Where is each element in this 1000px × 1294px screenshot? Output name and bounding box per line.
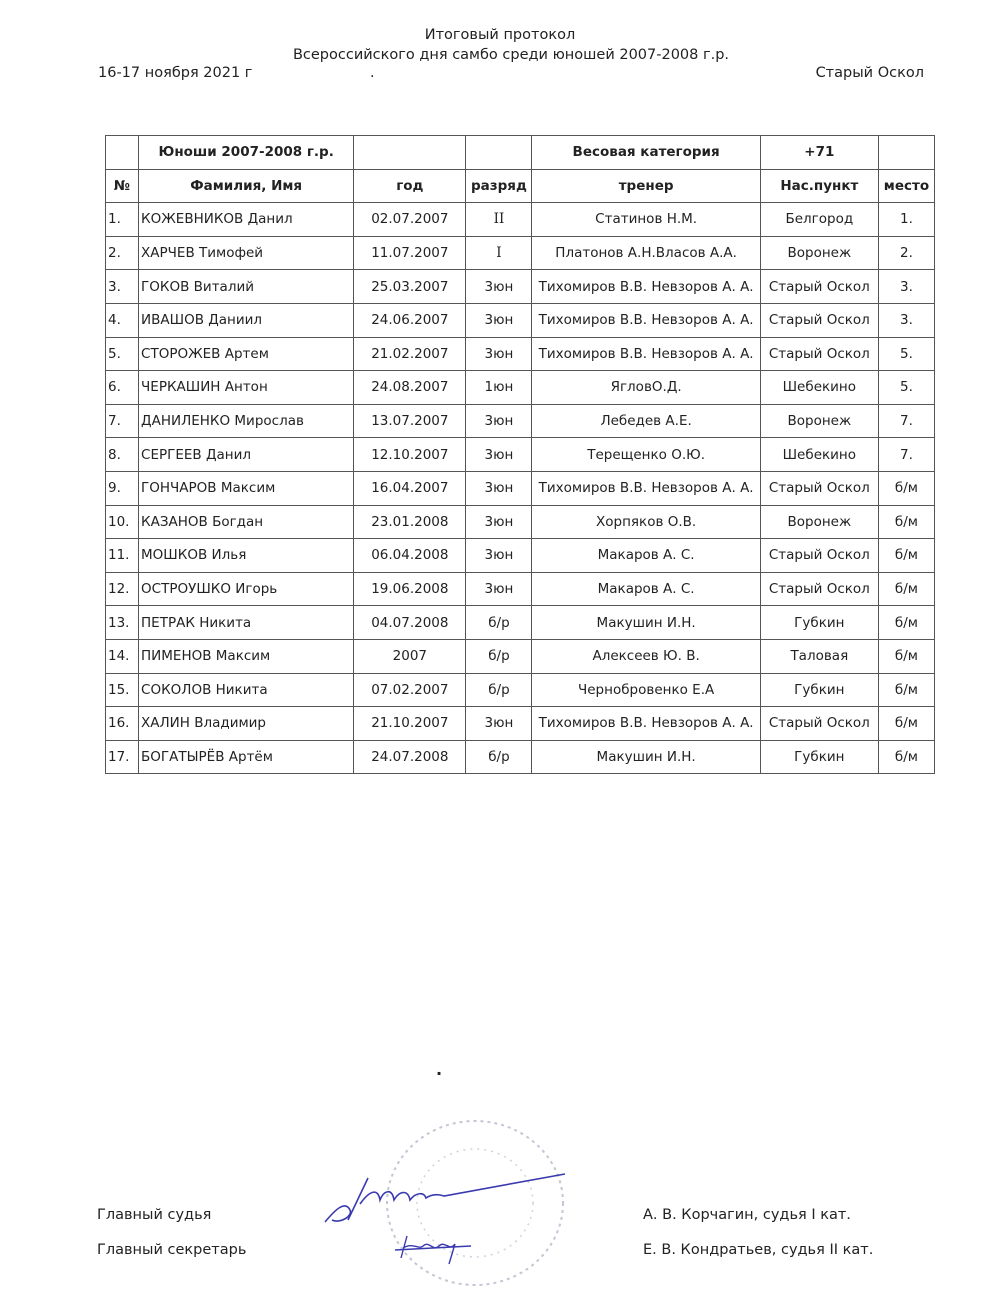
table-row bbox=[106, 303, 935, 337]
chief-secretary-signature bbox=[393, 1228, 483, 1268]
chief-secretary-label: Главный секретарь bbox=[97, 1242, 247, 1258]
chief-judge-label: Главный судья bbox=[97, 1207, 212, 1223]
cell-athlete-name: ОСТРОУШКО Игорь bbox=[139, 572, 354, 606]
cell-rank: II bbox=[466, 203, 532, 237]
cell-town: Белгород bbox=[760, 203, 878, 237]
cell-place: б/м bbox=[878, 471, 934, 505]
cell-coach: Хорпяков О.В. bbox=[532, 505, 760, 539]
cell-rank: 3юн bbox=[466, 707, 532, 741]
table-row bbox=[106, 707, 935, 741]
cell-rank: 3юн bbox=[466, 438, 532, 472]
cell-town: Губкин bbox=[760, 740, 878, 774]
cell-coach: Макаров А. С. bbox=[532, 572, 760, 606]
stray-dot: . bbox=[436, 1060, 443, 1079]
category-empty-cell bbox=[354, 136, 466, 170]
cell-rank: б/р bbox=[466, 606, 532, 640]
cell-coach: Тихомиров В.В. Невзоров А. А. bbox=[532, 303, 760, 337]
cell-athlete-name: ХАРЧЕВ Тимофей bbox=[139, 236, 354, 270]
cell-number: 15. bbox=[106, 673, 139, 707]
table-row bbox=[106, 740, 935, 774]
cell-place: 5. bbox=[878, 337, 934, 371]
cell-rank: 3юн bbox=[466, 572, 532, 606]
cell-birth-date: 02.07.2007 bbox=[354, 203, 466, 237]
cell-place: 7. bbox=[878, 404, 934, 438]
cell-rank: 3юн bbox=[466, 404, 532, 438]
cell-coach: Тихомиров В.В. Невзоров А. А. bbox=[532, 707, 760, 741]
cell-place: б/м bbox=[878, 606, 934, 640]
cell-place: б/м bbox=[878, 673, 934, 707]
cell-town: Старый Оскол bbox=[760, 539, 878, 573]
table-row bbox=[106, 337, 935, 371]
cell-number: 7. bbox=[106, 404, 139, 438]
column-header-place: место bbox=[878, 169, 934, 203]
table-row bbox=[106, 572, 935, 606]
cell-town: Старый Оскол bbox=[760, 572, 878, 606]
cell-rank: 3юн bbox=[466, 270, 532, 304]
table-row bbox=[106, 539, 935, 573]
cell-coach: Статинов Н.М. bbox=[532, 203, 760, 237]
cell-town: Старый Оскол bbox=[760, 471, 878, 505]
cell-rank: 3юн bbox=[466, 539, 532, 573]
results-table bbox=[105, 135, 935, 774]
column-header-year: год bbox=[354, 169, 466, 203]
table-row bbox=[106, 371, 935, 405]
title-line-1: Итоговый протокол bbox=[424, 27, 576, 43]
table-row bbox=[106, 270, 935, 304]
cell-rank: 3юн bbox=[466, 303, 532, 337]
cell-birth-date: 23.01.2008 bbox=[354, 505, 466, 539]
cell-town: Старый Оскол bbox=[760, 707, 878, 741]
category-empty-cell bbox=[466, 136, 532, 170]
cell-place: б/м bbox=[878, 539, 934, 573]
event-city: Старый Оскол bbox=[815, 65, 924, 81]
cell-rank: 3юн bbox=[466, 337, 532, 371]
cell-place: 1. bbox=[878, 203, 934, 237]
cell-athlete-name: ДАНИЛЕНКО Мирослав bbox=[139, 404, 354, 438]
cell-number: 11. bbox=[106, 539, 139, 573]
cell-town: Шебекино bbox=[760, 438, 878, 472]
cell-birth-date: 06.04.2008 bbox=[354, 539, 466, 573]
table-row bbox=[106, 236, 935, 270]
cell-athlete-name: СОКОЛОВ Никита bbox=[139, 673, 354, 707]
results-body bbox=[106, 203, 935, 774]
chief-judge-signature bbox=[320, 1160, 570, 1230]
cell-number: 9. bbox=[106, 471, 139, 505]
age-group-label: Юноши 2007-2008 г.р. bbox=[139, 136, 354, 170]
cell-number: 8. bbox=[106, 438, 139, 472]
cell-athlete-name: СТОРОЖЕВ Артем bbox=[139, 337, 354, 371]
cell-birth-date: 07.02.2007 bbox=[354, 673, 466, 707]
cell-rank: 3юн bbox=[466, 505, 532, 539]
cell-athlete-name: КОЖЕВНИКОВ Данил bbox=[139, 203, 354, 237]
column-header-town: Нас.пункт bbox=[760, 169, 878, 203]
title-line-2: Всероссийского дня самбо среди юношей 2007-2008 г.р. bbox=[292, 47, 730, 63]
cell-birth-date: 25.03.2007 bbox=[354, 270, 466, 304]
cell-number: 6. bbox=[106, 371, 139, 405]
category-row bbox=[106, 136, 935, 170]
cell-birth-date: 04.07.2008 bbox=[354, 606, 466, 640]
cell-birth-date: 16.04.2007 bbox=[354, 471, 466, 505]
cell-number: 10. bbox=[106, 505, 139, 539]
cell-coach: Лебедев А.Е. bbox=[532, 404, 760, 438]
cell-number: 1. bbox=[106, 203, 139, 237]
cell-town: Старый Оскол bbox=[760, 270, 878, 304]
cell-birth-date: 24.08.2007 bbox=[354, 371, 466, 405]
cell-rank: 3юн bbox=[466, 471, 532, 505]
column-header-row bbox=[106, 169, 935, 203]
cell-athlete-name: ПИМЕНОВ Максим bbox=[139, 639, 354, 673]
cell-birth-date: 24.06.2007 bbox=[354, 303, 466, 337]
cell-coach: Макушин И.Н. bbox=[532, 740, 760, 774]
cell-place: б/м bbox=[878, 740, 934, 774]
cell-rank: б/р bbox=[466, 740, 532, 774]
cell-athlete-name: ГОКОВ Виталий bbox=[139, 270, 354, 304]
cell-rank: 1юн bbox=[466, 371, 532, 405]
cell-place: б/м bbox=[878, 707, 934, 741]
cell-town: Воронеж bbox=[760, 404, 878, 438]
cell-coach: Платонов А.Н.Власов А.А. bbox=[532, 236, 760, 270]
cell-athlete-name: СЕРГЕЕВ Данил bbox=[139, 438, 354, 472]
cell-town: Губкин bbox=[760, 606, 878, 640]
cell-town: Таловая bbox=[760, 639, 878, 673]
cell-place: б/м bbox=[878, 639, 934, 673]
table-row bbox=[106, 505, 935, 539]
separator-dot: . bbox=[370, 65, 375, 81]
cell-number: 16. bbox=[106, 707, 139, 741]
column-header-rank: разряд bbox=[466, 169, 532, 203]
cell-birth-date: 19.06.2008 bbox=[354, 572, 466, 606]
cell-place: б/м bbox=[878, 505, 934, 539]
cell-place: 3. bbox=[878, 303, 934, 337]
cell-coach: Тихомиров В.В. Невзоров А. А. bbox=[532, 337, 760, 371]
cell-number: 3. bbox=[106, 270, 139, 304]
cell-birth-date: 21.10.2007 bbox=[354, 707, 466, 741]
table-row bbox=[106, 639, 935, 673]
category-empty-cell bbox=[878, 136, 934, 170]
cell-town: Старый Оскол bbox=[760, 303, 878, 337]
cell-coach: Тихомиров В.В. Невзоров А. А. bbox=[532, 471, 760, 505]
cell-coach: Терещенко О.Ю. bbox=[532, 438, 760, 472]
cell-athlete-name: ЧЕРКАШИН Антон bbox=[139, 371, 354, 405]
cell-birth-date: 21.02.2007 bbox=[354, 337, 466, 371]
chief-secretary-name: Е. В. Кондратьев, судья II кат. bbox=[643, 1242, 874, 1258]
cell-rank: б/р bbox=[466, 639, 532, 673]
cell-number: 17. bbox=[106, 740, 139, 774]
cell-number: 13. bbox=[106, 606, 139, 640]
cell-town: Шебекино bbox=[760, 371, 878, 405]
cell-place: 3. bbox=[878, 270, 934, 304]
cell-birth-date: 24.07.2008 bbox=[354, 740, 466, 774]
cell-coach: Алексеев Ю. В. bbox=[532, 639, 760, 673]
cell-birth-date: 13.07.2007 bbox=[354, 404, 466, 438]
table-row bbox=[106, 438, 935, 472]
cell-number: 5. bbox=[106, 337, 139, 371]
cell-number: 4. bbox=[106, 303, 139, 337]
cell-town: Воронеж bbox=[760, 505, 878, 539]
cell-coach: Чернобровенко Е.А bbox=[532, 673, 760, 707]
cell-place: 5. bbox=[878, 371, 934, 405]
table-row bbox=[106, 606, 935, 640]
cell-athlete-name: ПЕТРАК Никита bbox=[139, 606, 354, 640]
cell-place: 7. bbox=[878, 438, 934, 472]
column-header-name: Фамилия, Имя bbox=[139, 169, 354, 203]
table-row bbox=[106, 673, 935, 707]
cell-town: Воронеж bbox=[760, 236, 878, 270]
cell-coach: Макаров А. С. bbox=[532, 539, 760, 573]
weight-category-label: Весовая категория bbox=[532, 136, 760, 170]
column-header-coach: тренер bbox=[532, 169, 760, 203]
cell-place: б/м bbox=[878, 572, 934, 606]
cell-athlete-name: ГОНЧАРОВ Максим bbox=[139, 471, 354, 505]
table-row bbox=[106, 203, 935, 237]
cell-number: 2. bbox=[106, 236, 139, 270]
cell-athlete-name: ИВАШОВ Даниил bbox=[139, 303, 354, 337]
cell-town: Старый Оскол bbox=[760, 337, 878, 371]
cell-athlete-name: БОГАТЫРЁВ Артём bbox=[139, 740, 354, 774]
column-header-num: № bbox=[106, 169, 139, 203]
cell-birth-date: 2007 bbox=[354, 639, 466, 673]
cell-number: 14. bbox=[106, 639, 139, 673]
cell-birth-date: 12.10.2007 bbox=[354, 438, 466, 472]
cell-coach: ЯгловО.Д. bbox=[532, 371, 760, 405]
category-empty-cell bbox=[106, 136, 139, 170]
cell-number: 12. bbox=[106, 572, 139, 606]
table-row bbox=[106, 471, 935, 505]
cell-coach: Тихомиров В.В. Невзоров А. А. bbox=[532, 270, 760, 304]
cell-athlete-name: КАЗАНОВ Богдан bbox=[139, 505, 354, 539]
cell-place: 2. bbox=[878, 236, 934, 270]
cell-rank: I bbox=[466, 236, 532, 270]
cell-athlete-name: ХАЛИН Владимир bbox=[139, 707, 354, 741]
event-date: 16-17 ноября 2021 г bbox=[98, 65, 253, 81]
cell-birth-date: 11.07.2007 bbox=[354, 236, 466, 270]
chief-judge-name: А. В. Корчагин, судья I кат. bbox=[643, 1207, 851, 1223]
table-row bbox=[106, 404, 935, 438]
cell-town: Губкин bbox=[760, 673, 878, 707]
weight-category-value: +71 bbox=[760, 136, 878, 170]
cell-rank: б/р bbox=[466, 673, 532, 707]
cell-athlete-name: МОШКОВ Илья bbox=[139, 539, 354, 573]
cell-coach: Макушин И.Н. bbox=[532, 606, 760, 640]
